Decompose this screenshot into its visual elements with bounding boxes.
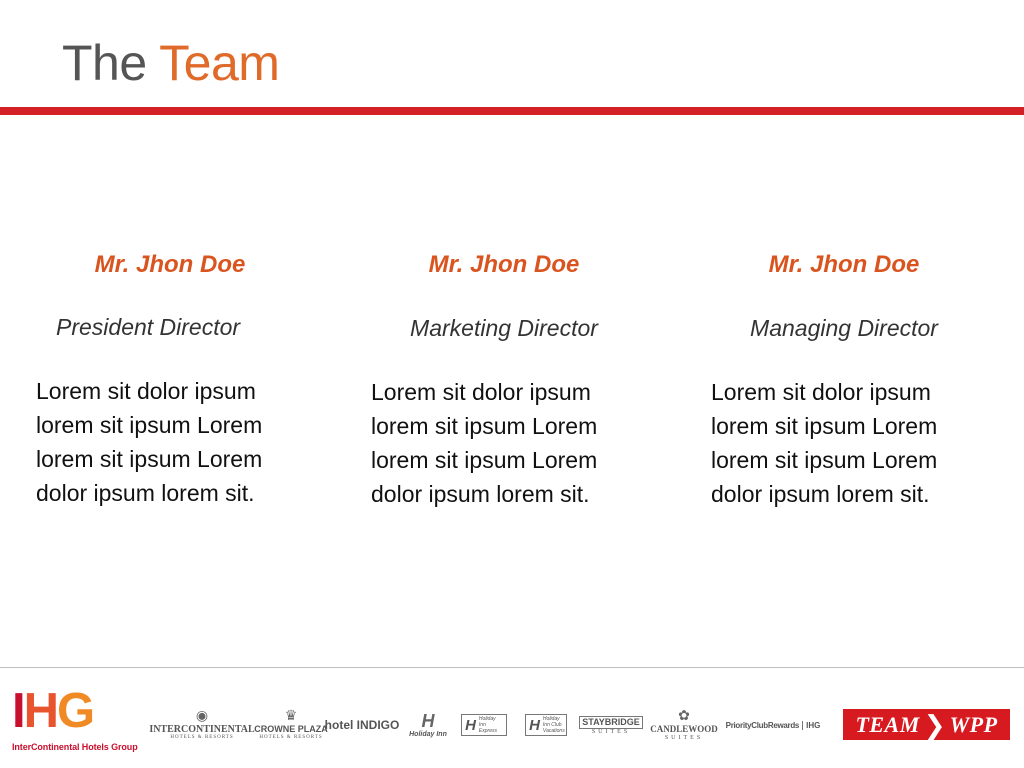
brand-name: CROWNE PLAZA xyxy=(254,723,328,734)
brand-logo-holiday-inn xyxy=(404,706,452,744)
brand-subtitle: SUITES xyxy=(664,734,704,741)
brand-logo-intercontinental xyxy=(149,706,255,744)
member-name: Mr. Jhon Doe xyxy=(428,251,580,278)
h-mark-icon: H xyxy=(529,716,540,734)
team-member-card xyxy=(20,250,320,510)
brand-logo-candlewood xyxy=(652,706,716,744)
h-mark-icon: H xyxy=(465,716,476,734)
candlewood-icon: ✿ xyxy=(678,708,690,724)
crowne-plaza-icon: ♛ xyxy=(284,708,298,724)
brand-name: hotel INDIGO xyxy=(324,717,400,732)
brand-logo-holiday-inn-express xyxy=(461,706,507,744)
ihg-logo xyxy=(12,684,152,758)
member-name: Mr. Jhon Doe xyxy=(768,251,920,278)
brand-logo-priority-club xyxy=(724,706,822,744)
team-member-card xyxy=(354,250,654,511)
brand-subtitle: IHG xyxy=(806,720,821,730)
team-wpp-right: WPP xyxy=(949,711,998,737)
member-role: Managing Director xyxy=(750,315,938,341)
ihg-caption: InterContinental Hotels Group xyxy=(12,742,138,752)
member-role: Marketing Director xyxy=(410,315,598,341)
priority-club-icon xyxy=(802,721,803,730)
title-word-team: Team xyxy=(159,35,280,91)
brand-name: STAYBRIDGE xyxy=(579,716,643,729)
intercontinental-emblem-icon: ◉ xyxy=(195,708,209,724)
member-bio: Lorem sit dolor ipsum lorem sit ipsum Lorem lorem sit ipsum Lorem dolor ipsum lorem sit. xyxy=(36,378,263,506)
brand-logo-holiday-inn-club xyxy=(524,706,568,744)
footer-divider xyxy=(0,667,1024,668)
slide-title xyxy=(62,35,280,91)
title-word-the: The xyxy=(62,35,147,91)
team-wpp-left: TEAM xyxy=(855,711,920,737)
holiday-inn-express-icon xyxy=(461,714,507,736)
brand-name: Holiday Inn xyxy=(409,730,447,738)
brand-name: Holiday Inn Express xyxy=(478,716,497,734)
ihg-letter-g: G xyxy=(57,684,94,738)
holiday-inn-club-vacations-icon xyxy=(525,714,567,736)
brand-logo-staybridge xyxy=(580,706,642,744)
member-bio: Lorem sit dolor ipsum lorem sit ipsum Lorem lorem sit ipsum Lorem dolor ipsum lorem sit. xyxy=(711,379,938,507)
brand-name: INTERCONTINENTAL xyxy=(149,723,255,735)
team-member-card xyxy=(694,250,994,511)
brand-name: Holiday Inn Club Vacations xyxy=(542,716,565,734)
title-divider xyxy=(0,107,1024,115)
brand-subtitle: SUITES xyxy=(591,728,631,735)
member-role: President Director xyxy=(56,314,241,340)
brand-name: PriorityClubRewards xyxy=(725,720,800,730)
brand-logo-crowne-plaza xyxy=(254,706,328,744)
team-wpp-logo xyxy=(843,709,1010,740)
brand-name: CANDLEWOOD xyxy=(650,723,718,734)
member-name: Mr. Jhon Doe xyxy=(94,251,246,278)
chevron-right-icon: ❯ xyxy=(923,709,946,740)
ihg-logo-mark xyxy=(12,684,152,738)
ihg-letter-i: I xyxy=(12,684,24,738)
holiday-inn-icon: H xyxy=(421,710,435,731)
member-bio: Lorem sit dolor ipsum lorem sit ipsum Lorem lorem sit ipsum Lorem dolor ipsum lorem sit. xyxy=(371,379,598,507)
ihg-letter-h: H xyxy=(23,684,58,738)
brand-subtitle: HOTELS & RESORTS xyxy=(170,734,234,740)
brand-subtitle: HOTELS & RESORTS xyxy=(259,734,323,740)
brand-logo-hotel-indigo xyxy=(324,706,400,744)
